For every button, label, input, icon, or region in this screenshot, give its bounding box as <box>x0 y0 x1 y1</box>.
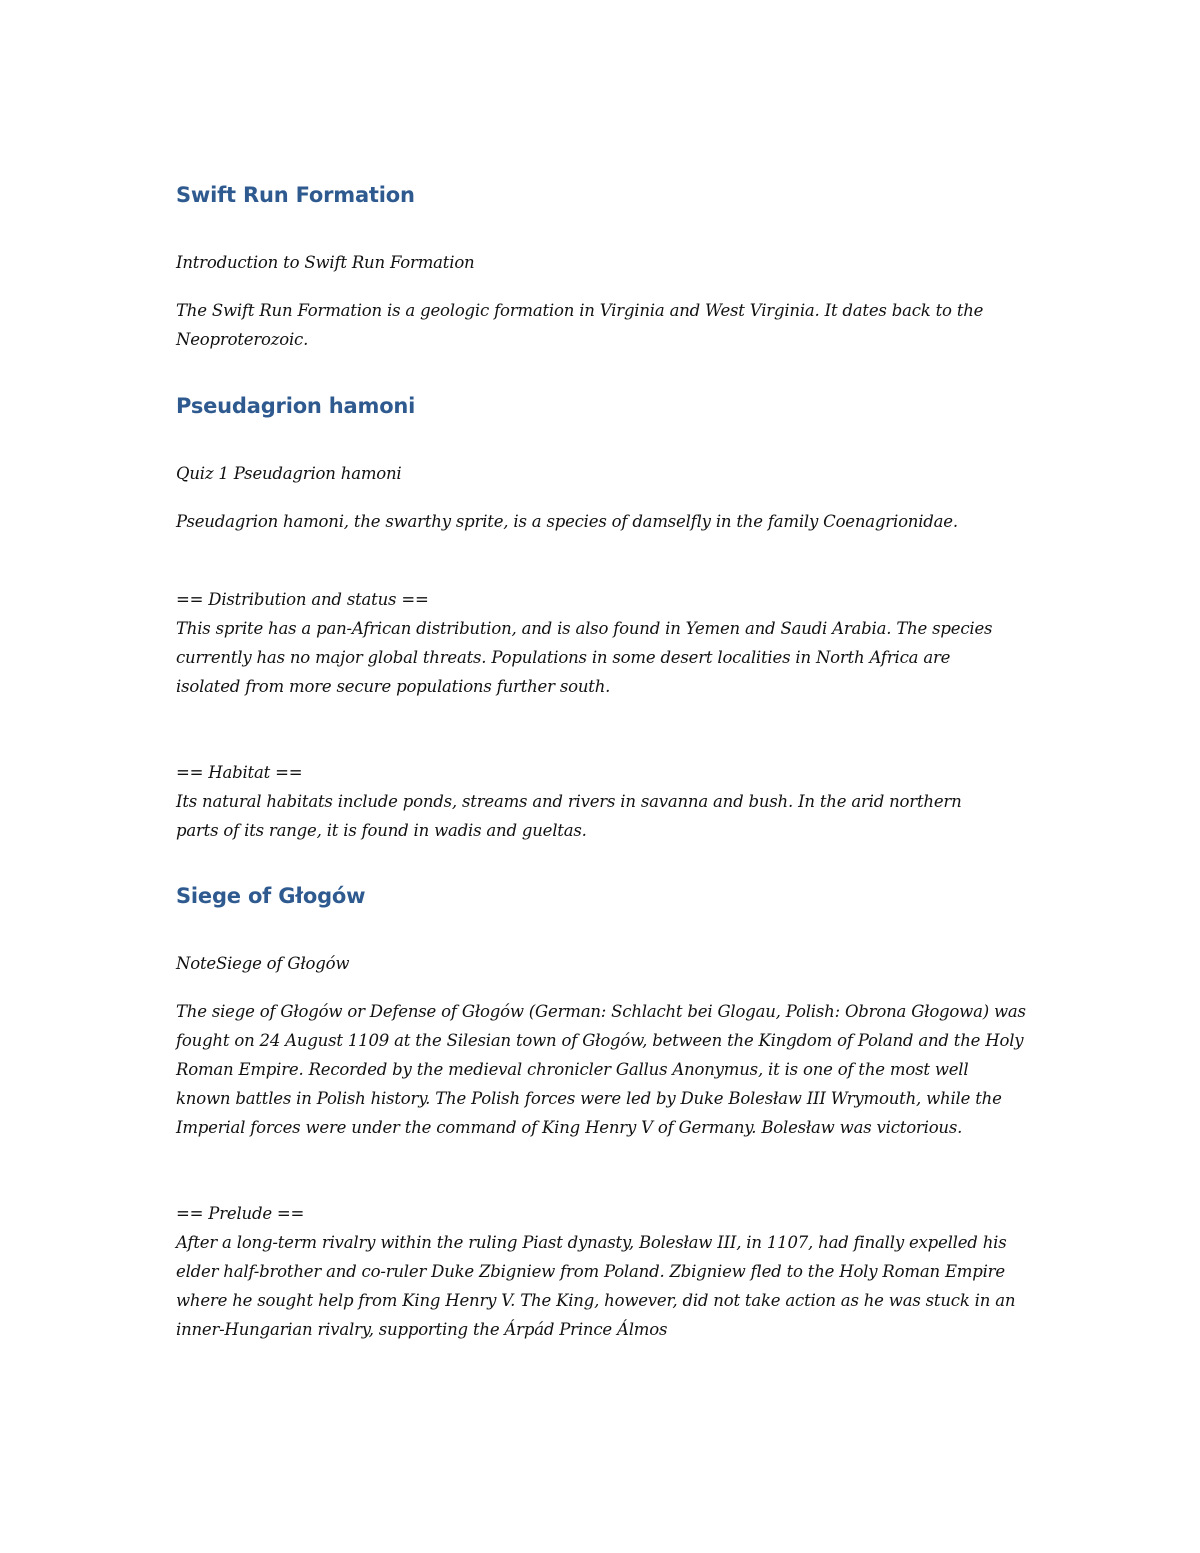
subsection-text: This sprite has a pan-African distribution, and is also found in Yemen and Saudi Arabia. The species currently has no major global threats. Populations in some desert localities in North Africa are isolated from more secure populations further south. <box>176 619 993 696</box>
section-body: The siege of Głogów or Defense of Głogów (German: Schlacht bei Glogau, Polish: Obrona Głogowa) was fought on 24 August 1109 at the Silesian town of Głogów, between the Kingdom of Poland and the Holy Roman Empire. Recorded by the medieval chronicler Gallus Anonymus, it is one of the most well known battles in Polish history. The Polish forces were led by Duke Bolesław III Wrymouth, while the Imperial forces were under the command of King Henry V of Germany. Bolesław was victorious. <box>176 1002 1026 1137</box>
section-subtitle: Introduction to Swift Run Formation <box>176 253 475 272</box>
section-heading: Swift Run Formation <box>176 183 415 207</box>
subsection-title: == Habitat == <box>176 763 303 782</box>
subsection-text: Its natural habitats include ponds, streams and rivers in savanna and bush. In the arid northern parts of its range, it is found in wadis and gueltas. <box>176 792 962 840</box>
document-content <box>176 176 1036 1344</box>
section-heading: Siege of Głogów <box>176 884 366 908</box>
section-body: Pseudagrion hamoni, the swarthy sprite, is a species of damselfly in the family Coenagrionidae. <box>176 512 958 531</box>
subsection-text: After a long-term rivalry within the ruling Piast dynasty, Bolesław III, in 1107, had finally expelled his elder half-brother and co-ruler Duke Zbigniew from Poland. Zbigniew fled to the Holy Roman Empire where he sought help from King Henry V. The King, however, did not take action as he was stuck in an inner-Hungarian rivalry, supporting the Árpád Prince Álmos <box>176 1233 1016 1339</box>
section-subtitle: Quiz 1 Pseudagrion hamoni <box>176 464 402 483</box>
section-swift-run <box>176 178 1036 354</box>
section-subtitle: NoteSiege of Głogów <box>176 954 350 973</box>
section-heading: Pseudagrion hamoni <box>176 394 416 418</box>
subsection-title: == Distribution and status == <box>176 590 429 609</box>
section-pseudagrion <box>176 389 1036 845</box>
section-siege-glogow <box>176 879 1036 1344</box>
subsection-title: == Prelude == <box>176 1204 305 1223</box>
section-body: The Swift Run Formation is a geologic formation in Virginia and West Virginia. It dates back to the Neoproterozoic. <box>176 301 984 349</box>
